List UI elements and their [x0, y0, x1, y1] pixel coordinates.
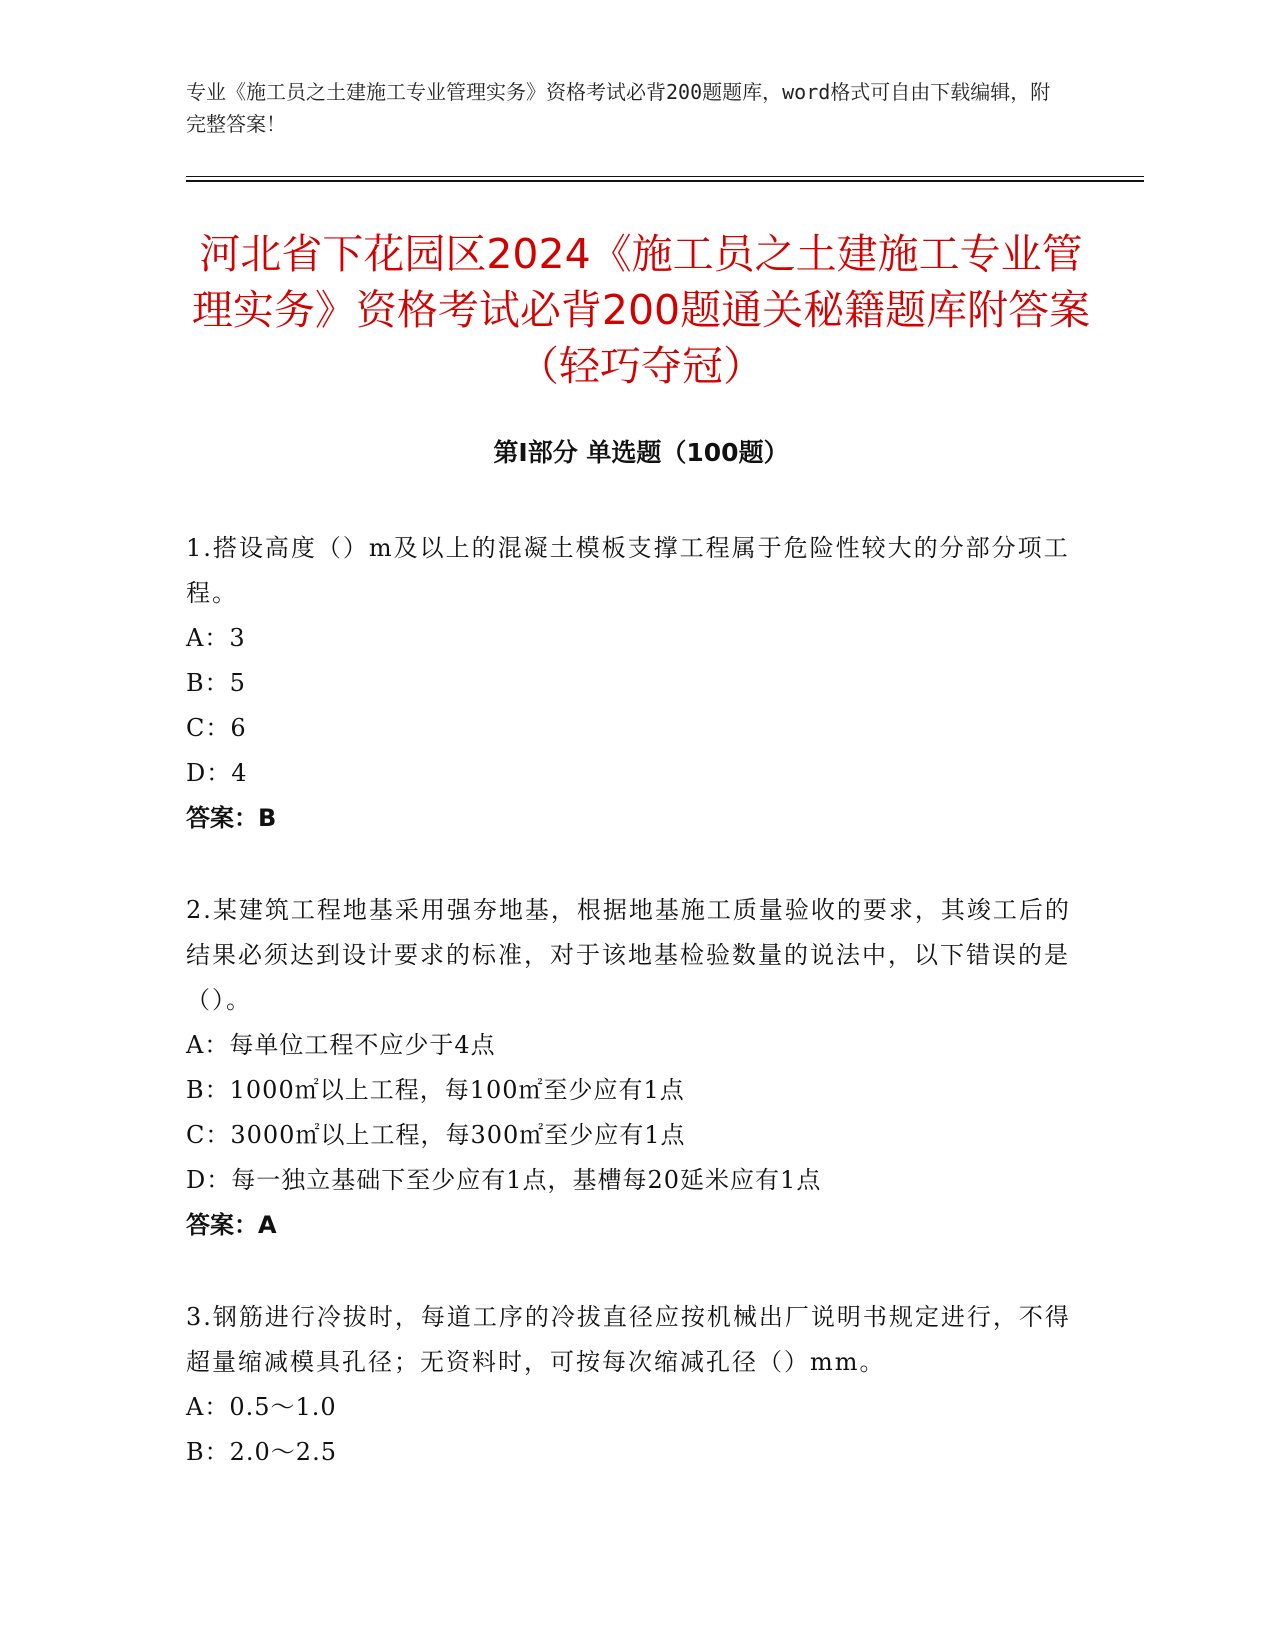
header-divider-thin: [186, 176, 1144, 177]
option-c: C：3000㎡以上工程，每300㎡至少应有1点: [186, 1121, 686, 1149]
question-2: [186, 888, 1086, 1248]
question-stem: 2.某建筑工程地基采用强夯地基，根据地基施工质量验收的要求，其竣工后的结果必须达到设计要求的标准，对于该地基检验数量的说法中，以下错误的是（）。: [186, 896, 1071, 1014]
question-3: [186, 1295, 1086, 1475]
document-title: 河北省下花园区2024《施工员之土建施工专业管理实务》资格考试必背200题通关秘籍题库附答案（轻巧夺冠）: [191, 230, 1091, 390]
option-a: A：3: [186, 624, 246, 652]
question-stem: 1.搭设高度（）m及以上的混凝土模板支撑工程属于危险性较大的分部分项工程。: [186, 534, 1070, 607]
option-c: C：6: [186, 714, 247, 742]
section-heading: 第I部分 单选题（100题）: [493, 438, 789, 467]
option-d: D：每一独立基础下至少应有1点，基槽每20延米应有1点: [186, 1166, 822, 1194]
option-b: B：1000㎡以上工程，每100㎡至少应有1点: [186, 1076, 685, 1104]
header-divider-thick: [186, 180, 1144, 182]
answer: 答案：B: [186, 804, 277, 832]
option-d: D：4: [186, 759, 248, 787]
option-a: A：0.5～1.0: [186, 1393, 337, 1421]
question-stem: 3.钢筋进行冷拔时，每道工序的冷拔直径应按机械出厂说明书规定进行，不得超量缩减模具孔径；无资料时，可按每次缩减孔径（）mm。: [186, 1303, 1071, 1376]
option-a: A：每单位工程不应少于4点: [186, 1031, 496, 1059]
option-b: B：5: [186, 669, 246, 697]
answer: 答案：A: [186, 1211, 277, 1239]
question-1: [186, 526, 1086, 841]
header-note: 专业《施工员之土建施工专业管理实务》资格考试必背200题题库，word格式可自由下载编辑，附完整答案！: [186, 80, 1051, 136]
option-b: B：2.0～2.5: [186, 1438, 337, 1466]
